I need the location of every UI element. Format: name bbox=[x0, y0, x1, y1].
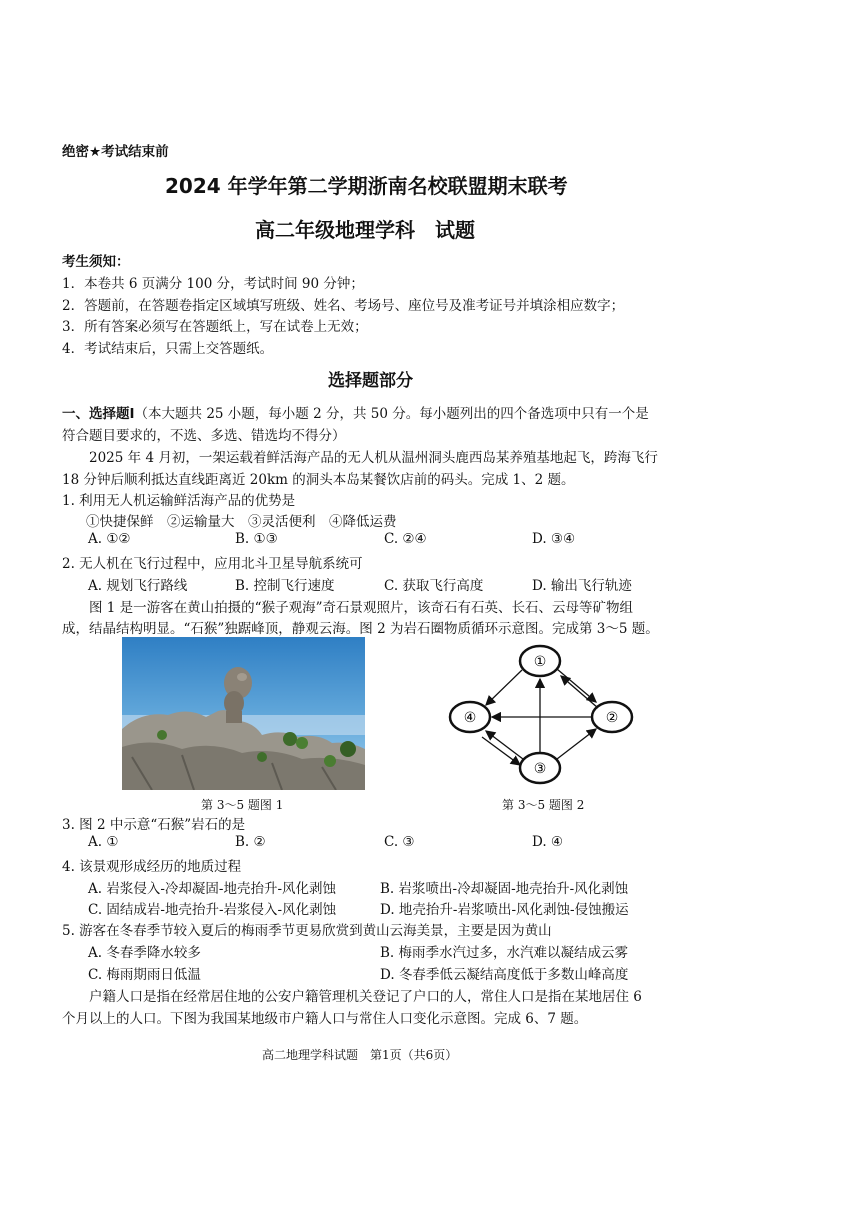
confidential-mark: 绝密★考试结束前 bbox=[62, 144, 169, 160]
notice-item-3: 3．所有答案必须写在答题纸上，写在试卷上无效； bbox=[62, 319, 368, 335]
passage1-line2: 18 分钟后顺利抵达直线距离近 20km 的洞头本岛某餐饮店前的码头。完成 1、2 题。 bbox=[62, 472, 575, 488]
q1-items: ①快捷保鲜 ②运输量大 ③灵活便利 ④降低运费 bbox=[86, 514, 397, 530]
q2-option-d: D. 输出飞行轨迹 bbox=[532, 578, 632, 594]
q1-option-b: B. ①③ bbox=[235, 531, 278, 547]
figure2-caption: 第 3～5 题图 2 bbox=[502, 798, 585, 812]
q2-option-a: A. 规划飞行路线 bbox=[88, 578, 188, 594]
node-3-label: ③ bbox=[533, 761, 547, 777]
figure1-photo bbox=[122, 637, 365, 790]
exam-subtitle: 高二年级地理学科 试题 bbox=[255, 218, 475, 242]
q4-option-d: D. 地壳抬升-岩浆喷出-风化剥蚀-侵蚀搬运 bbox=[380, 902, 629, 918]
q3-option-b: B. ② bbox=[235, 834, 266, 850]
figure1-caption: 第 3～5 题图 1 bbox=[201, 798, 284, 812]
q1-stem: 1. 利用无人机运输鲜活海产品的优势是 bbox=[62, 493, 296, 509]
passage2-line2: 成，结晶结构明显。“石猴”独踞峰顶，静观云海。图 2 为岩石圈物质循环示意图。完成第 3～5 题。 bbox=[62, 621, 659, 637]
part1-instructions bbox=[62, 402, 649, 422]
page-footer: 高二地理学科试题 第1页（共6页） bbox=[262, 1048, 458, 1062]
q5-option-b: B. 梅雨季水汽过多，水汽难以凝结成云雾 bbox=[380, 945, 629, 961]
rock-cycle-diagram bbox=[440, 640, 640, 790]
part1-instr-line2: 符合题目要求的，不选、多选、错选均不得分） bbox=[62, 428, 346, 444]
figure2-rock-cycle bbox=[440, 640, 640, 790]
q3-option-c: C. ③ bbox=[384, 834, 415, 850]
q3-option-a: A. ① bbox=[88, 834, 119, 850]
exam-title: 2024 年学年第二学期浙南名校联盟期末联考 bbox=[165, 174, 568, 198]
passage3-line1: 户籍人口是指在经常居住地的公安户籍管理机关登记了户口的人，常住人口是指在某地居住 6 bbox=[89, 989, 642, 1005]
q5-option-d: D. 冬春季低云凝结高度低于多数山峰高度 bbox=[380, 967, 629, 983]
node-1-label: ① bbox=[533, 654, 547, 670]
notice-item-4: 4．考试结束后，只需上交答题纸。 bbox=[62, 341, 274, 357]
q1-option-d: D. ③④ bbox=[532, 531, 576, 547]
passage1-line1: 2025 年 4 月初，一架运载着鲜活海产品的无人机从温州洞头鹿西岛某养殖基地起飞，跨海飞行 bbox=[89, 450, 658, 466]
q2-option-c: C. 获取飞行高度 bbox=[384, 578, 484, 594]
q4-option-a: A. 岩浆侵入-冷却凝固-地壳抬升-风化剥蚀 bbox=[88, 881, 337, 897]
q4-option-c: C. 固结成岩-地壳抬升-岩浆侵入-风化剥蚀 bbox=[88, 902, 337, 918]
node-4-label: ④ bbox=[463, 710, 477, 726]
part1-label: 一、选择题Ⅰ bbox=[62, 406, 135, 422]
notice-item-2: 2．答题前，在答题卷指定区域填写班级、姓名、考场号、座位号及准考证号并填涂相应数字； bbox=[62, 298, 625, 314]
passage2-line1: 图 1 是一游客在黄山拍摄的“猴子观海”奇石景观照片，该奇石有石英、长石、云母等矿物组 bbox=[89, 600, 633, 616]
q1-option-c: C. ②④ bbox=[384, 531, 427, 547]
notice-heading: 考生须知： bbox=[62, 254, 130, 270]
q4-stem: 4. 该景观形成经历的地质过程 bbox=[62, 859, 242, 875]
q5-option-c: C. 梅雨期雨日低温 bbox=[88, 967, 201, 983]
part1-instr-line1: （本大题共 25 小题，每小题 2 分，共 50 分。每小题列出的四个备选项中只有一个是 bbox=[134, 406, 649, 422]
passage3-line2: 个月以上的人口。下图为我国某地级市户籍人口与常住人口变化示意图。完成 6、7 题。 bbox=[62, 1011, 588, 1027]
q2-stem: 2. 无人机在飞行过程中，应用北斗卫星导航系统可 bbox=[62, 556, 363, 572]
q5-stem: 5. 游客在冬春季节较入夏后的梅雨季节更易欣赏到黄山云海美景，主要是因为黄山 bbox=[62, 923, 552, 939]
q3-stem: 3. 图 2 中示意“石猴”岩石的是 bbox=[62, 817, 246, 833]
section-title: 选择题部分 bbox=[328, 371, 413, 391]
q3-option-d: D. ④ bbox=[532, 834, 564, 850]
q2-option-b: B. 控制飞行速度 bbox=[235, 578, 335, 594]
monkey-rock-photo bbox=[122, 637, 365, 790]
notice-item-1: 1．本卷共 6 页满分 100 分，考试时间 90 分钟； bbox=[62, 276, 364, 292]
q5-option-a: A. 冬春季降水较多 bbox=[88, 945, 201, 961]
q1-option-a: A. ①② bbox=[88, 531, 131, 547]
q4-option-b: B. 岩浆喷出-冷却凝固-地壳抬升-风化剥蚀 bbox=[380, 881, 629, 897]
node-2-label: ② bbox=[605, 710, 619, 726]
